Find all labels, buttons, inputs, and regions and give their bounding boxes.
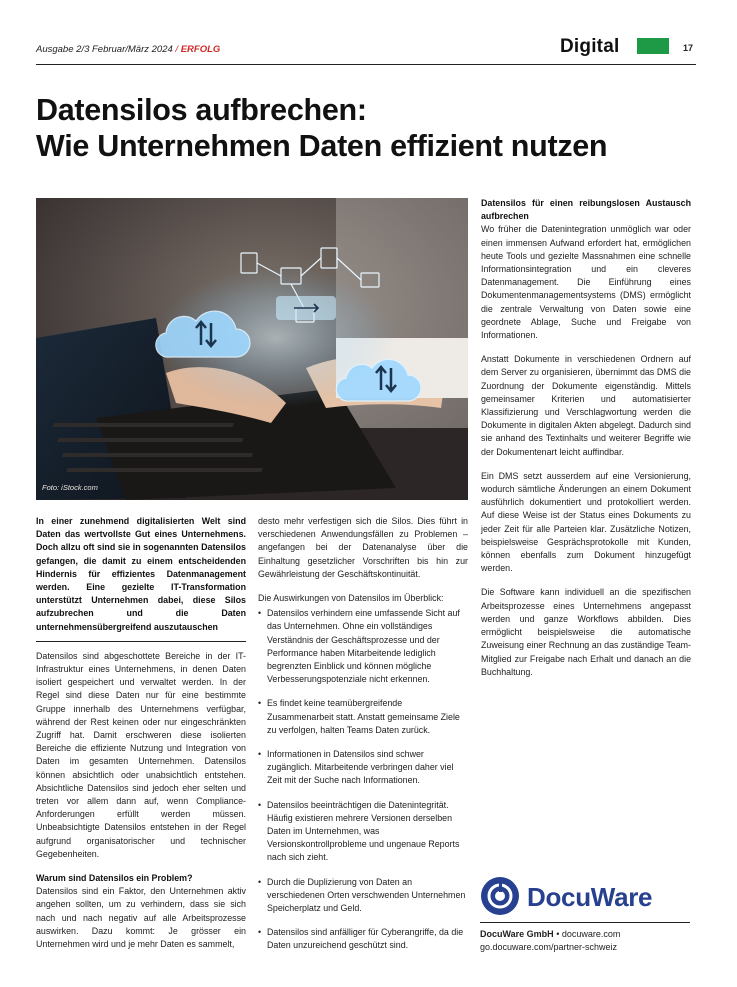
logo-wordmark: DocuWare xyxy=(527,882,653,912)
list-item: • Informationen in Datensilos sind schwer zugänglich. Mitarbeitende verbringen daher viel Zeit mit der Suche nach Informationen. xyxy=(258,748,468,788)
company-divider xyxy=(480,922,690,923)
company-info xyxy=(480,928,620,954)
company-name: DocuWare GmbH xyxy=(480,929,554,939)
paragraph: Wo früher die Datenintegration unmöglich war oder einen immensen Aufwand erfordert hat, ermöglichen heute Tools und gezielte Massnahmen eine schnelle Informationsintegration und ein cleveres Datenmanagement. Die Einführung eines Dokumentenmanagementsystems (DMS) ermöglicht die zentrale Verwaltung von Daten sowie eine geordnete Ablage, Suche und Freigabe von Informationen. xyxy=(481,224,691,341)
article-headline xyxy=(36,92,676,164)
photo-credit: Foto: iStock.com xyxy=(42,483,98,492)
lead-divider xyxy=(36,641,246,642)
paragraph: Datensilos sind ein Faktor, den Unternehmen aktiv angehen sollten, um zu verhindern, dass sie sich nach und nach negativ auf alle Arbeitsprozesse auswirken. Dazu kommt: Je grösser ein Unternehmen wird und je mehr Daten es sammelt, xyxy=(36,886,246,950)
list-item: • Datensilos verhindern eine umfassende Sicht auf das Unternehmen. Ohne ein vollständiges Verständnis der Geschäftsprozesse und der Performance haben Mitarbeitende lediglich begrenzten Einblick und können mögliche Verbesserungspotenziale nicht erkennen. xyxy=(258,607,468,686)
docuware-logo xyxy=(480,875,690,917)
article-lead: In einer zunehmend digitalisierten Welt sind Daten das wertvollste Gut eines Unternehmens. Doch allzu oft sind sie in sogenannten Datensilos gefangen, die damit zu einem entscheidenden Hindernis für effizientes Datenmanagement werden. Eine gezielte IT-Transformation unterstützt Unternehmen dabei, diese Silos aufzubrechen und die Daten unternehmensübergreifend auszutauschen xyxy=(36,516,246,632)
list-item: • Datensilos beeinträchtigen die Datenintegrität. Häufig existieren mehrere Versionen derselben Daten im Unternehmen, was Versionskontrollprobleme und ungenaue Reports nach sich zieht. xyxy=(258,799,468,865)
list-intro: Die Auswirkungen von Datensilos im Überblick: xyxy=(258,593,444,604)
page-number: 17 xyxy=(683,43,694,53)
paragraph: Ein DMS setzt ausserdem auf eine Versionierung, wodurch sämtliche Änderungen an einem Dokument ausführlich dokumentiert und protokolliert werden. Auf diese Weise ist der Status eines Dokuments zu jeder Zeit für alle Parteien klar. Zusätzliche Notizen, beispielsweise Gesprächsprotokolle mit Kunden, können ebenfalls zum Dokument hinzugefügt werden. xyxy=(481,470,691,574)
issue-info: Ausgabe 2/3 Februar/März 2024 xyxy=(36,44,173,55)
paragraph: Datensilos sind abgeschottete Bereiche in der IT-Infrastruktur eines Unternehmens, in denen Daten isoliert gespeichert und verwaltet werden. In der Regel sind diese Daten nur für eine bestimmte Gruppe innerhalb des Unternehmens verfügbar, während der Rest keinen oder nur eingeschränkten Zugriff hat. Damit erschweren diese isolierten Bereiche die effiziente Nutzung und Integration von Daten im gesamten Unternehmen. Datensilos können absichtlich oder unabsichtlich entstehen. Absichtliche Datensilos sind jedoch eher selten und treten vor allem dann auf, wenn Compliance-Anforderungen erfüllt werden müssen. Unbeabsichtigte Datensilos entstehen in der Regel aufgrund organisatorischer und technischer Gegebenheiten. xyxy=(36,650,246,859)
article-column-3 xyxy=(481,197,691,690)
page-header xyxy=(36,36,696,66)
headline-line-1: Datensilos aufbrechen: xyxy=(36,93,367,127)
section-color-marker xyxy=(637,38,669,54)
company-separator: • xyxy=(553,929,562,939)
section-title: Digital xyxy=(560,36,620,57)
article-photo xyxy=(36,198,468,500)
impact-list xyxy=(258,607,468,952)
subheading: Datensilos für einen reibungslosen Austausch aufbrechen xyxy=(481,198,691,222)
header-divider xyxy=(36,64,696,65)
partner-url: go.docuware.com/partner-schweiz xyxy=(480,942,618,952)
subheading: Warum sind Datensilos ein Problem? xyxy=(36,873,193,884)
issue-separator: / xyxy=(172,44,181,55)
paragraph: Anstatt Dokumente in verschiedenen Ordnern auf dem Server zu organisieren, übernimmt das DMS die Zuordnung der Dokumente eigenständig. Mittels gemeinsamer Kriterien und automatisierter Klassifizierung und Verschlagwortung werden die Dokumente in digitalen Akten abgelegt. Dadurch sind sie anhand des Textinhalts und weiterer Begriffe wie der Dokumentenart leicht auffindbar. xyxy=(481,354,691,457)
list-item: • Es findet keine teamübergreifende Zusammenarbeit statt. Anstatt gemeinsame Ziele zu verfolgen, halten Teams Daten zurück. xyxy=(258,697,468,737)
article-column-2 xyxy=(258,515,468,964)
paragraph: Die Software kann individuell an die spezifischen Arbeitsprozesse eines Unternehmens angepasst werden und ganze Workflows abbilden. Dies ermöglicht beispielsweise die automatische Zuweisung einer Rechnung an das zuständige Team-Mitglied zur Freigabe nach Erhalt und danach an die Buchhaltung. xyxy=(481,587,691,677)
list-item: • Datensilos sind anfälliger für Cyberangriffe, da die Daten unzureichend geschützt sind. xyxy=(258,926,468,952)
list-item: • Durch die Duplizierung von Daten an verschiedenen Orten verschwenden Unternehmen Speicherplatz und Geld. xyxy=(258,876,468,916)
article-column-1 xyxy=(36,515,246,962)
company-website: docuware.com xyxy=(561,929,621,939)
issue-line xyxy=(36,44,220,55)
headline-line-2: Wie Unternehmen Daten effizient nutzen xyxy=(36,129,608,163)
paragraph: desto mehr verfestigen sich die Silos. Dies führt in verschiedenen Anwendungsfällen zu Problemen – angefangen bei der Datenanalyse über die Einhaltung gesetzlicher Vorschriften bis hin zur Gewährleistung der Geschäftskontinuität. xyxy=(258,516,468,579)
laptop-cloud-illustration xyxy=(36,198,468,500)
magazine-name: ERFOLG xyxy=(180,44,221,55)
docuware-logo-icon xyxy=(480,876,520,916)
